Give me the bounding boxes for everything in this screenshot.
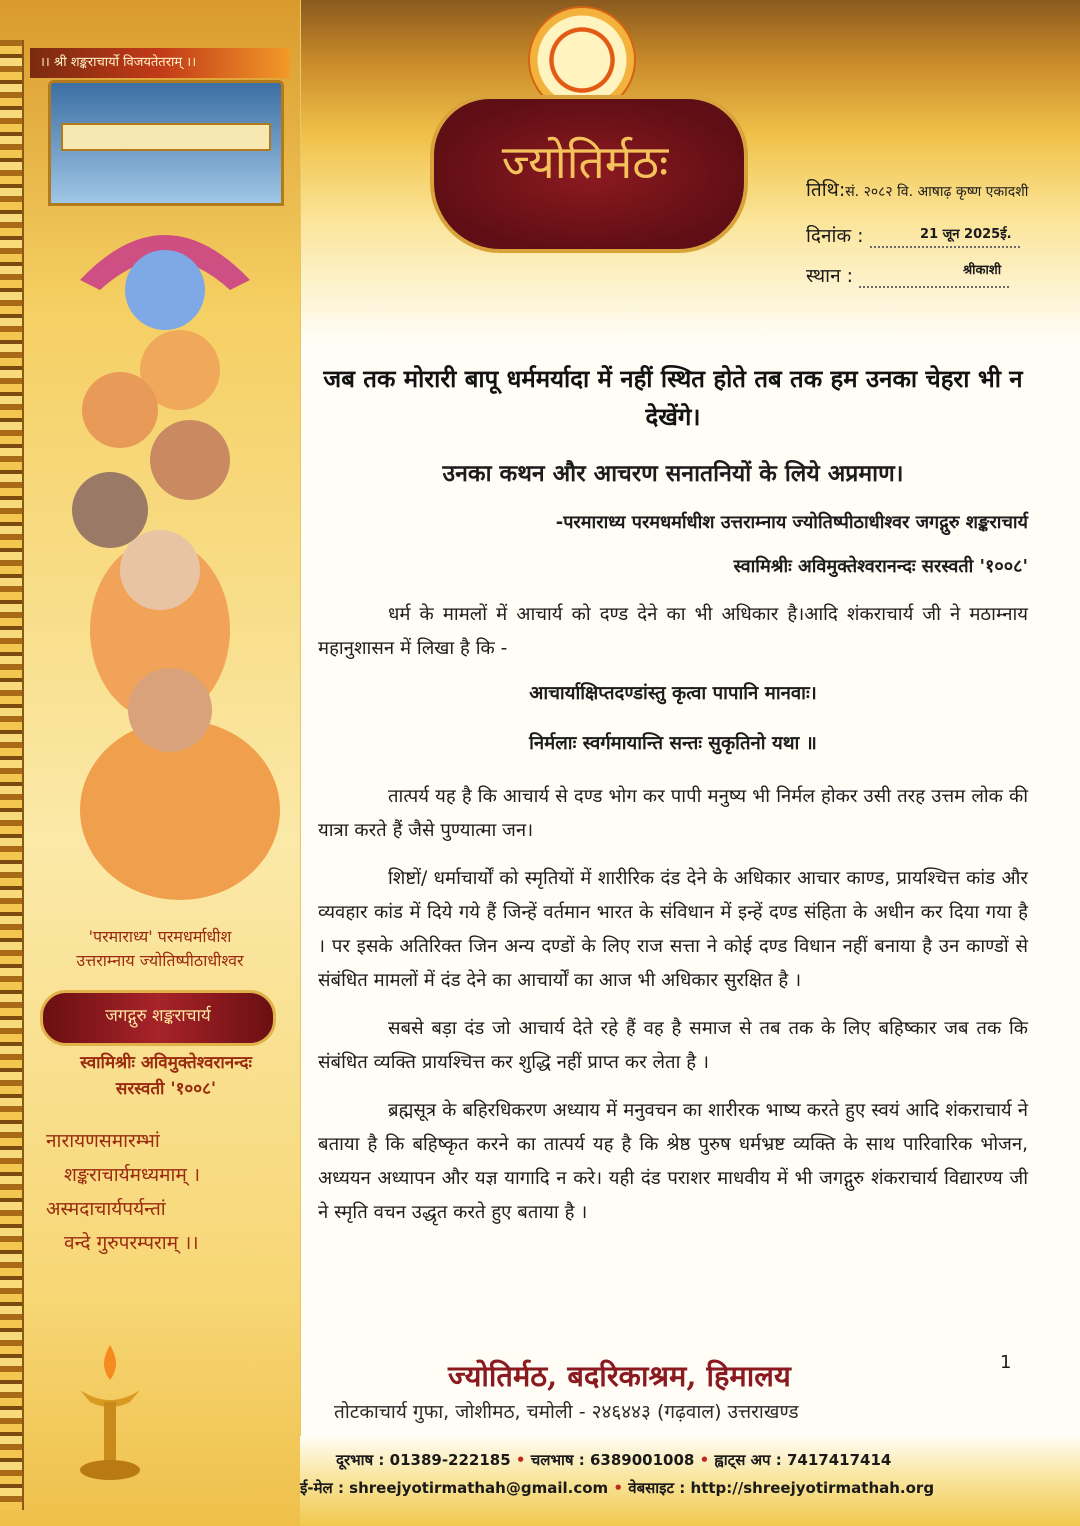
footer-address: तोटकाचार्य गुफा, जोशीमठ, चमोली - २४६४४३ (गढ़वाल) उत्तराखण्ड	[334, 1401, 799, 1423]
tithi-label: तिथि:	[806, 179, 846, 201]
temple-illustration	[48, 80, 284, 206]
caption-line: उत्तराम्नाय ज्योतिष्पीठाधीश्वर	[76, 951, 244, 970]
portrait-collage-graphic	[40, 210, 290, 910]
left-decorative-panel	[0, 0, 301, 1526]
separator-dot-icon: •	[515, 1451, 526, 1469]
caption-line: 'परमाराध्य' परमधर्माधीश	[88, 927, 232, 946]
verse-line: नारायणसमारम्भां	[46, 1130, 160, 1152]
date-field	[806, 222, 1046, 248]
attribution-line-2: स्वामिश्रीः अविमुक्तेश्वरानन्दः सरस्वती '१००८'	[733, 556, 1028, 577]
paragraph-1: धर्म के मामलों में आचार्य को दण्ड देने का भी अधिकार है।आदि शंकराचार्य जी ने मठाम्नाय महानुशासन में लिखा है कि -	[318, 604, 1028, 659]
letter-body	[318, 360, 1028, 1244]
website-text[interactable]: वेबसाइट : http://shreejyotirmathah.org	[628, 1479, 935, 1497]
title-caption	[40, 925, 280, 973]
footer-title: ज्योतिर्मठ, बदरिकाश्रम, हिमालय	[448, 1359, 791, 1393]
separator-dot-icon: •	[613, 1479, 623, 1497]
date-value: 21 जून 2025ई.	[920, 227, 1012, 242]
date-label: दिनांक :	[806, 225, 864, 247]
paragraph-2: तात्पर्य यह है कि आचार्य से दण्ड भोग कर पापी मनुष्य भी निर्मल होकर उसी तरह उत्तम लोक की यात्रा करते हैं जैसे पुण्यात्मा जन।	[318, 786, 1028, 841]
place-field	[806, 262, 1046, 288]
footer-email-row	[300, 1478, 934, 1498]
verse-line: शङ्कराचार्यमध्यमाम् ।	[64, 1164, 201, 1186]
top-salutation-tag: ।। श्री शङ्कराचार्यो विजयतेतराम् ।।	[30, 48, 290, 78]
place-label: स्थान :	[806, 265, 854, 287]
mobile-text: चलभाष : 6389001008	[530, 1451, 695, 1469]
guru-parampara-verse	[46, 1124, 286, 1260]
letterhead-footer	[300, 1356, 1080, 1526]
verse-line: वन्दे गुरुपरम्पराम् ।।	[64, 1232, 199, 1254]
jyotirmath-logo-text: ज्योतिर्मठः	[501, 135, 669, 189]
paragraph-3: शिष्टों/ धर्माचार्यों को स्मृतियों में शारीरिक दंड देने के अधिकार आचार काण्ड, प्रायश्चित्त कांड और व्यवहार कांड में दिये गये हैं जिन्हें वर्तमान भारत के संविधान में इन्हें दण्ड संहिता के अधीन कर दिया गया है । पर इसके अतिरिक्त जिन अन्य दण्डों के लिए राज सत्ता ने कोई दण्ड विधान नहीं बनाया है उन काण्डों से संबंधित मामलों में दंड देने का आचार्यों का आज भी अधिकार सुरक्षित है ।	[318, 868, 1028, 991]
paragraph-5: ब्रह्मसूत्र के बहिरधिकरण अध्याय में मनुवचन का शारीरक भाष्य करते हुए स्वयं आदि शंकराचार्य ने बताया है कि बहिष्कृत करने का तात्पर्य यह है कि श्रेष्ठ पुरुष धर्मभ्रष्ट व्यक्ति के साथ पारिवारिक भोजन, अध्ययन अध्यापन और यज्ञ यागादि न करे। यही दंड पराशर माधवीय में भी जगद्गुरु शंकराचार्य विद्यारण्य जी ने स्मृति वचन उद्धृत करते हुए बताया है ।	[318, 1100, 1028, 1223]
subheadline: उनका कथन और आचरण सनातनियों के लिये अप्रमाण।	[442, 461, 904, 487]
separator-dot-icon: •	[699, 1451, 710, 1469]
caption-line: सरस्वती '१००८'	[115, 1079, 217, 1099]
phone-text: दूरभाष : 01389-222185	[336, 1451, 511, 1469]
date-dotted-line	[870, 226, 1020, 248]
guru-lineage-portraits	[40, 210, 290, 910]
attribution-line-1: -परमाराध्य परमधर्माधीश उत्तराम्नाय ज्योतिष्पीठाधीश्वर जगद्गुरु शङ्कराचार्य	[555, 512, 1028, 533]
whatsapp-text: ह्वाट्स अप : 7417417414	[714, 1451, 892, 1469]
footer-phone-row	[336, 1450, 891, 1470]
email-text[interactable]: ई-मेल : shreejyotirmathah@gmail.com	[300, 1479, 609, 1497]
lamp-icon	[70, 1340, 150, 1490]
headline: जब तक मोरारी बापू धर्ममर्यादा में नहीं स्थित होते तब तक हम उनका चेहरा भी न देखेंगे।	[323, 365, 1023, 431]
shloka-line-1: आचार्याक्षिप्तदण्डांस्तु कृत्वा पापानि मानवाः।	[529, 683, 817, 704]
paragraph-4: सबसे बड़ा दंड जो आचार्य देते रहे हैं वह है समाज से तब तक के लिए बहिष्कार जब तक कि संबंधित व्यक्ति प्रायश्चित्त कर शुद्धि नहीं प्राप्त कर लेता है ।	[318, 1018, 1028, 1073]
tithi-field	[806, 176, 1046, 202]
caption-line: स्वामिश्रीः अविमुक्तेश्वरानन्दः	[80, 1053, 252, 1073]
swami-name-caption	[46, 1050, 286, 1102]
shloka-line-2: निर्मलाः स्वर्गमायान्ति सन्तः सुकृतिनो यथा ॥	[529, 733, 817, 754]
place-dotted-line	[859, 263, 1009, 288]
verse-line: अस्मदाचार्यपर्यन्तां	[46, 1198, 166, 1220]
place-value: श्रीकाशी	[962, 263, 1002, 278]
page-number: 1	[1000, 1352, 1012, 1373]
left-ornament-border	[0, 40, 24, 1510]
tithi-value: सं. २०८२ वि. आषाढ़ कृष्ण एकादशी	[845, 184, 1029, 200]
jagadguru-badge: जगद्गुरु शङ्कराचार्य	[40, 990, 276, 1046]
